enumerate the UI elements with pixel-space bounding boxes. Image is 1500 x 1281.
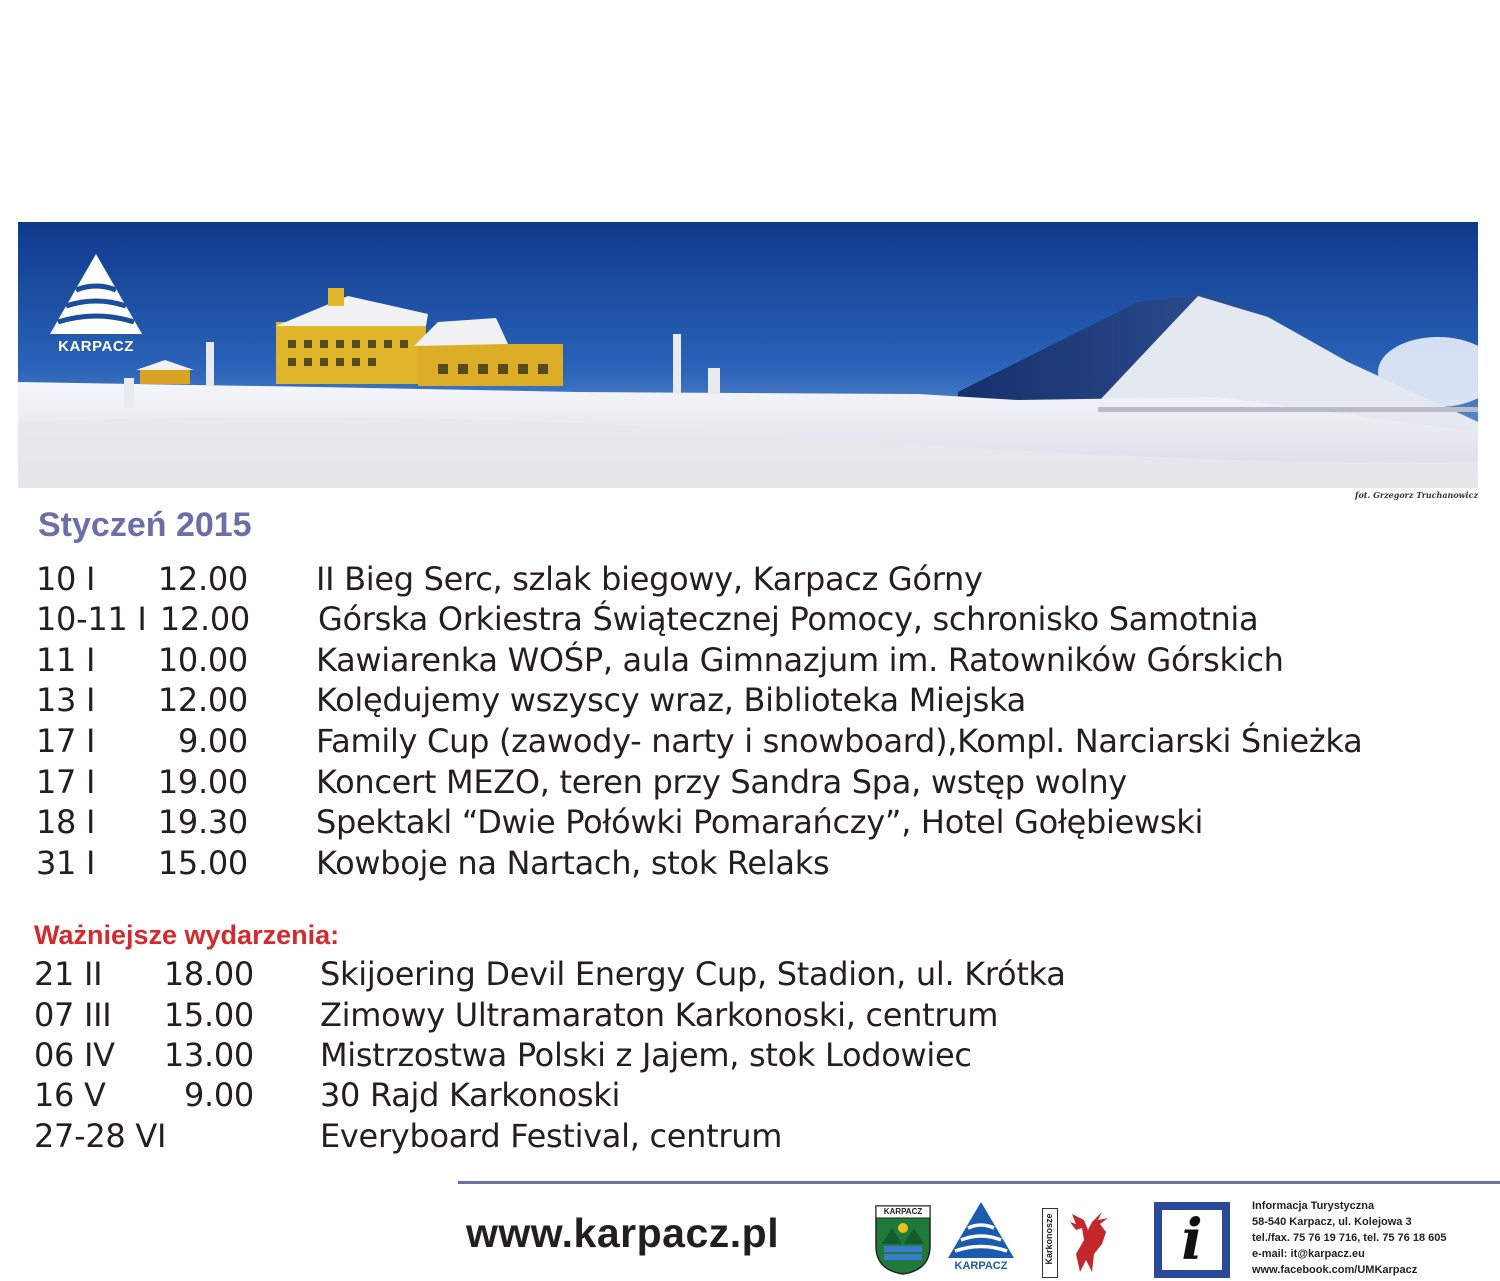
karkonosze-label: Karkonosze — [1044, 1213, 1054, 1265]
website-link[interactable]: www.karpacz.pl — [466, 1210, 780, 1256]
panorama-photo — [18, 222, 1478, 488]
info-line: tel./fax. 75 76 19 716, tel. 75 76 18 605 — [1252, 1232, 1447, 1244]
tourist-info-contact — [1252, 1198, 1446, 1278]
event-date: 11 I — [36, 641, 96, 679]
event-row — [36, 721, 1436, 761]
karpacz-triangle-icon — [46, 252, 146, 336]
event-row — [36, 762, 1436, 802]
event-row — [36, 599, 1436, 639]
event-name: Górska Orkiestra Świątecznej Pomocy, schronisko Samotnia — [318, 600, 1259, 638]
event-time: 19.00 — [157, 763, 248, 801]
event-time: 12.00 — [157, 681, 248, 719]
info-line[interactable]: www.facebook.com/UMKarpacz — [1252, 1264, 1418, 1276]
event-time: 18.00 — [163, 955, 254, 993]
photo-credit: fot. Grzegorz Truchanowicz — [1355, 490, 1478, 500]
event-time: 15.00 — [157, 844, 248, 882]
event-name: Family Cup (zawody- narty i snowboard),Kompl. Narciarski Śnieżka — [316, 722, 1363, 760]
event-row — [34, 1035, 1234, 1075]
event-time: 9.00 — [183, 1076, 254, 1114]
footer-divider — [458, 1181, 1500, 1184]
deer-spirit-icon — [1062, 1210, 1112, 1274]
event-row — [34, 995, 1234, 1035]
event-row — [36, 802, 1436, 842]
event-time: 12.00 — [159, 600, 250, 638]
event-date: 18 I — [36, 803, 96, 841]
event-date: 27-28 VI — [34, 1117, 167, 1155]
info-line: Informacja Turystyczna — [1252, 1200, 1375, 1212]
event-row — [34, 954, 1234, 994]
event-row — [36, 680, 1436, 720]
event-date: 06 IV — [34, 1036, 115, 1074]
event-name: Zimowy Ultramaraton Karkonoski, centrum — [320, 996, 999, 1034]
event-name: Skijoering Devil Energy Cup, Stadion, ul. Krótka — [320, 955, 1066, 993]
info-line: 58-540 Karpacz, ul. Kolejowa 3 — [1252, 1216, 1412, 1228]
event-time: 10.00 — [157, 641, 248, 679]
event-time: 12.00 — [157, 560, 248, 598]
event-time: 19.30 — [157, 803, 248, 841]
event-time: 15.00 — [163, 996, 254, 1034]
event-date: 21 II — [34, 955, 103, 993]
karpacz-crest-logo — [874, 1204, 932, 1276]
event-row — [34, 1116, 1234, 1156]
event-name: Everyboard Festival, centrum — [320, 1117, 783, 1155]
event-name: II Bieg Serc, szlak biegowy, Karpacz Górny — [316, 560, 983, 598]
event-date: 13 I — [36, 681, 96, 719]
event-row — [34, 1075, 1234, 1115]
event-time: 13.00 — [163, 1036, 254, 1074]
event-name: Kolędujemy wszyscy wraz, Biblioteka Miejska — [316, 681, 1026, 719]
info-line[interactable]: e-mail: it@karpacz.eu — [1252, 1248, 1365, 1260]
crest-label: KARPACZ — [883, 1207, 923, 1216]
event-date: 16 V — [34, 1076, 106, 1114]
event-name: Mistrzostwa Polski z Jajem, stok Lodowiec — [320, 1036, 972, 1074]
brand-name: KARPACZ — [58, 338, 134, 355]
brand-label: KARPACZ — [954, 1260, 1008, 1272]
event-name: Koncert MEZO, teren przy Sandra Spa, wstęp wolny — [316, 763, 1127, 801]
karkonosze-logo — [1042, 1208, 1112, 1276]
karpacz-logo — [46, 252, 146, 360]
event-row — [36, 559, 1436, 599]
info-i-icon: i — [1154, 1202, 1230, 1278]
event-name: Spektakl “Dwie Połówki Pomarańczy”, Hotel Gołębiewski — [316, 803, 1204, 841]
event-name: Kawiarenka WOŚP, aula Gimnazjum im. Ratowników Górskich — [316, 641, 1284, 679]
winter-landscape-image — [18, 222, 1478, 488]
karpacz-brand-logo — [946, 1200, 1016, 1276]
event-row — [36, 843, 1436, 883]
event-date: 10 I — [36, 560, 96, 598]
event-date: 07 III — [34, 996, 112, 1034]
event-date: 31 I — [36, 844, 96, 882]
event-date: 10-11 I — [36, 600, 147, 638]
event-row — [36, 640, 1436, 680]
event-time: 9.00 — [177, 722, 248, 760]
event-name: Kowboje na Nartach, stok Relaks — [316, 844, 830, 882]
major-events-title: Ważniejsze wydarzenia: — [34, 920, 340, 950]
month-title: Styczeń 2015 — [38, 506, 252, 544]
event-date: 17 I — [36, 722, 96, 760]
karpacz-triangle-icon — [946, 1200, 1016, 1260]
event-date: 17 I — [36, 763, 96, 801]
event-name: 30 Rajd Karkonoski — [320, 1076, 621, 1114]
